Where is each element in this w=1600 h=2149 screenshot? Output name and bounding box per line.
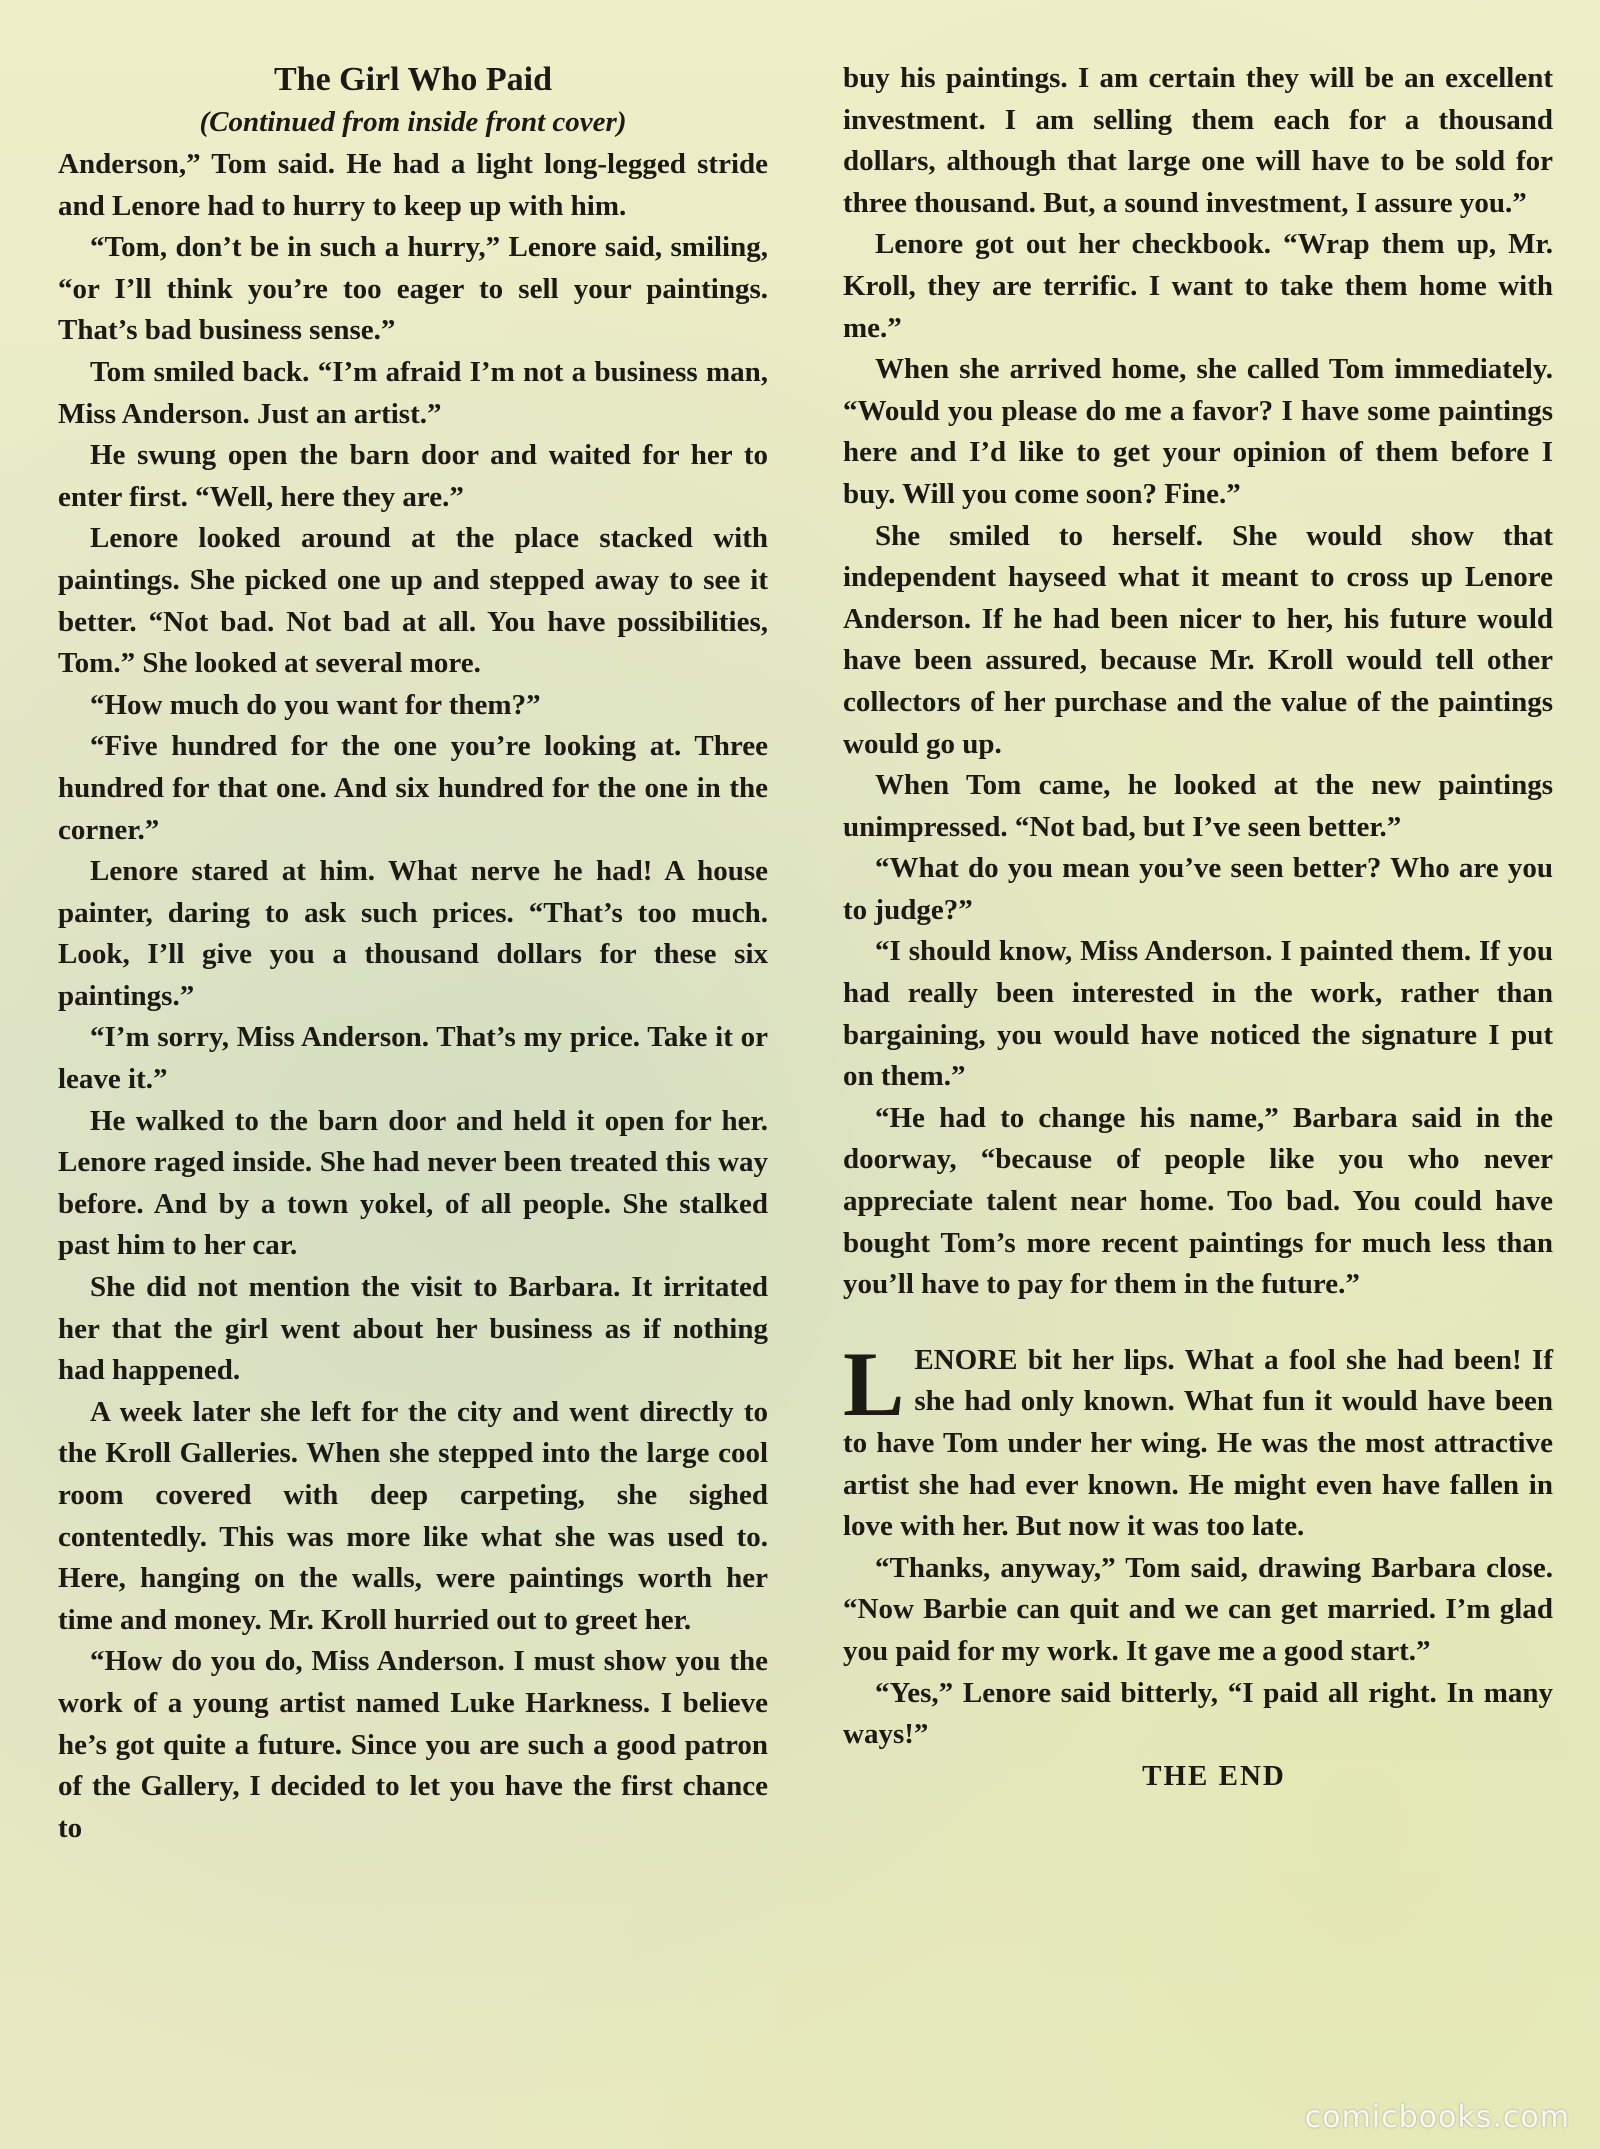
paragraph: “Tom, don’t be in such a hurry,” Lenore said, smiling, “or I’ll think you’re too eager to sell your paintings. That’s bad business sense.”: [58, 231, 768, 347]
paragraph: Lenore got out her checkbook. “Wrap them up, Mr. Kroll, they are terrific. I want to take them home with me.”: [843, 228, 1553, 344]
paragraph: “Thanks, anyway,” Tom said, drawing Barbara close. “Now Barbie can quit and we can get married. I’m glad you paid for my work. It gave me a good start.”: [843, 1551, 1553, 1667]
paragraph: He walked to the barn door and held it open for her. Lenore raged inside. She had never been treated this way before. And by a town yokel, of all people. She stalked past him to her car.: [58, 1104, 768, 1262]
paragraph: Lenore looked around at the place stacked with paintings. She picked one up and stepped away to see it better. “Not bad. Not bad at all. You have possibilities, Tom.” She looked at several more.: [58, 522, 768, 680]
left-column: [58, 58, 768, 1849]
paragraph: “Yes,” Lenore said bitterly, “I paid all right. In many ways!”: [843, 1676, 1553, 1751]
watermark: comicbooks.com: [1304, 2100, 1570, 2135]
paragraph: He swung open the barn door and waited for her to enter first. “Well, here they are.”: [58, 439, 768, 513]
paragraph: She smiled to herself. She would show that independent hayseed what it meant to cross up Lenore Anderson. If he had been nicer to her, his future would have been assured, because Mr. Kroll would tell other collectors of her purchase and the value of the paintings would go up.: [843, 519, 1553, 760]
the-end-label: THE END: [1142, 1759, 1286, 1792]
dropcap-paragraph: [843, 1332, 1553, 1548]
dropcap-paragraph-text: ENORE bit her lips. What a fool she had been! If she had only known. What fun it would have been to have Tom under her wing. He was the most attractive artist she had ever known. He might even have fallen in love with her. But now it was too late.: [843, 1343, 1553, 1543]
paragraph: “I should know, Miss Anderson. I painted them. If you had really been interested in the work, rather than bargaining, you would have noticed the signature I put on them.”: [843, 935, 1553, 1093]
paragraph: “How do you do, Miss Anderson. I must show you the work of a young artist named Luke Harkness. I believe he’s got quite a future. Since you are such a good patron of the Gallery, I decided to let you have the first chance to: [58, 1645, 768, 1844]
paragraph: buy his paintings. I am certain they will be an excellent investment. I am selling them each for a thousand dollars, although that large one will have to be sold for three thousand. But, a sound investment, I assure you.”: [843, 62, 1553, 219]
paragraph: Tom smiled back. “I’m afraid I’m not a business man, Miss Anderson. Just an artist.”: [58, 355, 768, 430]
paragraph: Anderson,” Tom said. He had a light long-legged stride and Lenore had to hurry to keep up with him.: [58, 148, 768, 222]
story-title: The Girl Who Paid: [273, 61, 553, 98]
paragraph: She did not mention the visit to Barbara. It irritated her that the girl went about her business as if nothing had happened.: [58, 1271, 768, 1387]
paragraph: Lenore stared at him. What nerve he had! A house painter, daring to ask such prices. “That’s too much. Look, I’ll give you a thousand dollars for these six paintings.”: [58, 855, 768, 1012]
section-gap: [843, 1306, 1553, 1340]
paragraph: A week later she left for the city and went directly to the Kroll Galleries. When she stepped into the large cool room covered with deep carpeting, she sighed contentedly. This was more like what she was used to. Here, hanging on the walls, were paintings worth her time and money. Mr. Kroll hurried out to greet her.: [58, 1395, 768, 1636]
right-column: [843, 58, 1553, 1797]
drop-cap-letter: L: [843, 1332, 905, 1435]
paragraph: “He had to change his name,” Barbara said in the doorway, “because of people like you who never appreciate talent near home. Too bad. You could have bought Tom’s more recent paintings for much less than you’ll have to pay for them in the future.”: [843, 1101, 1553, 1301]
story-subtitle: (Continued from inside front cover): [199, 106, 627, 138]
paragraph: “What do you mean you’ve seen better? Who are you to judge?”: [843, 852, 1553, 926]
paragraph: When she arrived home, she called Tom immediately. “Would you please do me a favor? I have some paintings here and I’d like to get your opinion of them before I buy. Will you come soon? Fine.”: [843, 353, 1553, 510]
paragraph: “I’m sorry, Miss Anderson. That’s my price. Take it or leave it.”: [58, 1021, 768, 1096]
paragraph: “How much do you want for them?”: [90, 688, 541, 721]
paragraph: When Tom came, he looked at the new paintings unimpressed. “Not bad, but I’ve seen better.”: [843, 769, 1553, 843]
paragraph: “Five hundred for the one you’re looking at. Three hundred for that one. And six hundred for the one in the corner.”: [58, 730, 768, 846]
